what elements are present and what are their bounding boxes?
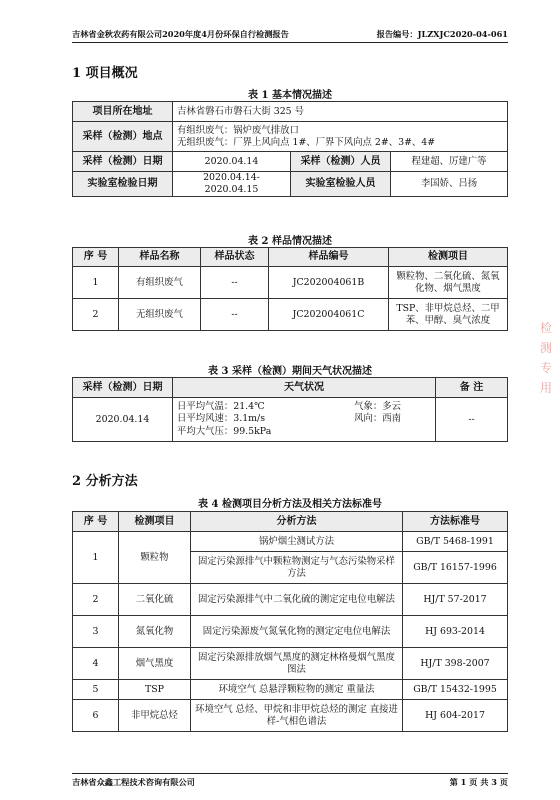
weather-remark: -- — [436, 398, 508, 442]
row-method: 固定污染源废气氮氧化物的测定定电位电解法 — [191, 616, 403, 648]
col-header-sample-state: 样品状态 — [201, 248, 269, 267]
sampling-personnel-label: 采样（检测）人员 — [291, 152, 391, 172]
row-no: 5 — [73, 680, 119, 700]
sampling-point-line1: 有组织废气：锅炉废气排放口 — [177, 124, 299, 136]
lab-date-label: 实验室检验日期 — [73, 172, 173, 197]
row-test-item: 烟气黑度 — [119, 648, 191, 680]
row-standard: HJ 604-2017 — [403, 700, 508, 732]
section2-title: 2 分析方法 — [72, 474, 138, 489]
row-test-item: TSP — [119, 680, 191, 700]
lab-date-value: 2020.04.14-2020.04.15 — [173, 172, 291, 197]
weather-condition: 气象：多云 — [354, 400, 401, 412]
row-no: 1 — [73, 267, 119, 299]
table-row — [73, 616, 508, 648]
lab-personnel-label: 实验室检验人员 — [291, 172, 391, 197]
row-test-item: 颗粒物 — [119, 532, 191, 584]
table-row — [73, 680, 508, 700]
page-footer — [72, 773, 508, 788]
row-test-item: 非甲烷总烃 — [119, 700, 191, 732]
page-number: 第 1 页 共 3 页 — [449, 777, 508, 787]
address-value: 吉林省磐石市磐石大街 325 号 — [173, 102, 508, 122]
table2-caption: 表 2 样品情况描述 — [248, 236, 332, 247]
weather-date: 2020.04.14 — [73, 398, 173, 442]
table-row — [73, 398, 508, 442]
basic-info-table — [72, 101, 508, 197]
row-sample-state: -- — [201, 299, 269, 331]
avg-pressure: 平均大气压：99.5kPa — [177, 425, 272, 437]
row-sample-code: JC202004061C — [269, 299, 389, 331]
col-header-no: 序 号 — [73, 248, 119, 267]
sampling-point-label: 采样（检测）地点 — [73, 122, 173, 152]
row-standard: GB/T 5468-1991 — [403, 532, 508, 552]
row-no: 2 — [73, 299, 119, 331]
sample-info-table — [72, 247, 508, 331]
wind-direction: 风向：西南 — [354, 413, 401, 425]
footer-company: 吉林省众鑫工程技术咨询有限公司 — [72, 777, 195, 787]
row-no: 6 — [73, 700, 119, 732]
lab-personnel-value: 李国娇、吕扬 — [391, 172, 508, 197]
row-no: 4 — [73, 648, 119, 680]
col-header-no: 序 号 — [73, 512, 119, 532]
sampling-point-value — [173, 122, 508, 152]
sampling-personnel-value: 程建超、厉建广等 — [391, 152, 508, 172]
table3-caption: 表 3 采样（检测）期间天气状况描述 — [208, 366, 372, 377]
table-row — [73, 299, 508, 331]
row-sample-state: -- — [201, 267, 269, 299]
col-header-method: 分析方法 — [191, 512, 403, 532]
table1-caption: 表 1 基本情况描述 — [248, 90, 332, 101]
row-standard: HJ/T 57-2017 — [403, 584, 508, 616]
header-company-title: 吉林省金秋农药有限公司2020年度4月份环保自行检测报告 — [72, 29, 289, 39]
row-sample-name: 无组织废气 — [119, 299, 201, 331]
table-row — [73, 584, 508, 616]
row-standard: GB/T 15432-1995 — [403, 680, 508, 700]
table-row — [73, 648, 508, 680]
row-test-item: 氮氧化物 — [119, 616, 191, 648]
table-row — [73, 532, 508, 552]
col-header-test-item: 检测项目 — [119, 512, 191, 532]
col-header-weather: 天气状况 — [173, 378, 436, 398]
col-header-test-items: 检测项目 — [389, 248, 508, 267]
sampling-point-line2: 无组织废气：厂界上风向点 1#、厂界下风向点 2#、3#、4# — [177, 136, 436, 148]
table4-caption: 表 4 检测项目分析方法及相关方法标准号 — [198, 499, 382, 510]
sampling-date-label: 采样（检测）日期 — [73, 152, 173, 172]
table-row — [73, 267, 508, 299]
page-header — [72, 24, 508, 43]
col-header-standard: 方法标准号 — [403, 512, 508, 532]
row-method: 环境空气 总悬浮颗粒物的测定 重量法 — [191, 680, 403, 700]
row-no: 2 — [73, 584, 119, 616]
row-standard: HJ 693-2014 — [403, 616, 508, 648]
row-standard: HJ/T 398-2007 — [403, 648, 508, 680]
col-header-date: 采样（检测）日期 — [73, 378, 173, 398]
row-method: 环境空气 总烃、甲烷和非甲烷总烃的测定 直接进样-气相色谱法 — [191, 700, 403, 732]
row-test-item: 二氧化硫 — [119, 584, 191, 616]
row-no: 1 — [73, 532, 119, 584]
seal-stamp: 检测专用 — [540, 321, 553, 395]
row-method: 固定污染源排放烟气黑度的测定林格曼烟气黑度图法 — [191, 648, 403, 680]
row-method: 固定污染源排气中二氧化硫的测定定电位电解法 — [191, 584, 403, 616]
header-report-number: 报告编号：JLZXJC2020-04-061 — [376, 29, 508, 39]
row-test-items: TSP、非甲烷总烃、二甲苯、甲醇、臭气浓度 — [389, 299, 508, 331]
row-standard: GB/T 16157-1996 — [403, 552, 508, 584]
avg-wind-speed: 日平均风速：3.1m/s — [177, 413, 266, 425]
row-no: 3 — [73, 616, 119, 648]
row-method: 锅炉烟尘测试方法 — [191, 532, 403, 552]
avg-temperature: 日平均气温：21.4℃ — [177, 400, 265, 412]
col-header-sample-code: 样品编号 — [269, 248, 389, 267]
analysis-method-table — [72, 511, 508, 732]
weather-details — [173, 398, 436, 442]
row-test-items: 颗粒物、二氧化硫、氮氧化物、烟气黑度 — [389, 267, 508, 299]
row-method: 固定污染源排气中颗粒物测定与气态污染物采样方法 — [191, 552, 403, 584]
col-header-remark: 备 注 — [436, 378, 508, 398]
col-header-sample-name: 样品名称 — [119, 248, 201, 267]
section1-title: 1 项目概况 — [72, 66, 138, 81]
row-sample-name: 有组织废气 — [119, 267, 201, 299]
row-sample-code: JC202004061B — [269, 267, 389, 299]
sampling-date-value: 2020.04.14 — [173, 152, 291, 172]
address-label: 项目所在地址 — [73, 102, 173, 122]
table-row — [73, 700, 508, 732]
weather-table — [72, 377, 508, 442]
